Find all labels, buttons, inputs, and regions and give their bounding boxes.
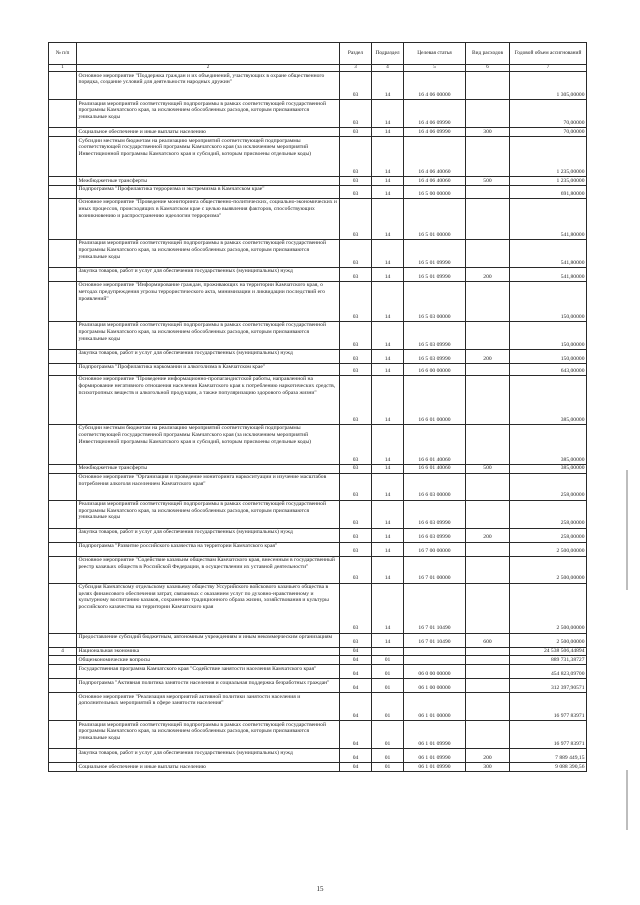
table-row [49,500,587,528]
row-number [49,136,77,176]
row-target-article: 16 6 01 40060 [404,464,466,473]
row-target-article: 16 4 06 09990 [404,100,466,128]
row-target-article: 16 5 03 09990 [404,321,466,349]
row-number [49,185,77,198]
row-expense-type [466,665,510,679]
row-sum: 385,00000 [510,424,587,464]
row-name: Межбюджетные трансферты [77,176,340,185]
row-expense-type: 200 [466,528,510,542]
row-razdel: 03 [340,136,372,176]
row-expense-type [466,136,510,176]
column-number: 5 [404,65,466,72]
row-expense-type [466,424,510,464]
row-number [49,363,77,375]
row-podrazdel: 14 [372,500,404,528]
column-number: 7 [510,65,587,72]
row-name: Национальная экономика [77,647,340,656]
row-sum: 258,00000 [510,528,587,542]
row-expense-type: 300 [466,128,510,137]
row-expense-type [466,583,510,633]
row-expense-type [466,542,510,556]
row-number [49,721,77,749]
row-name: Субсидии местным бюджетам на реализацию мероприятий соответствующей подпрограммы соответствующей государственной программы Камчатского края (за исключением мероприятий Инвестиционной программы Камчатского края и субсидий, которым присвоены отдельные коды) [77,136,340,176]
row-razdel: 04 [340,763,372,772]
row-sum: 454 823,09700 [510,665,587,679]
row-number [49,473,77,500]
row-razdel: 03 [340,500,372,528]
row-target-article: 16 6 03 09990 [404,528,466,542]
row-number [49,542,77,556]
row-expense-type [466,647,510,656]
row-target-article: 16 5 03 09990 [404,349,466,363]
row-razdel: 04 [340,647,372,656]
row-name: Подпрограмма "Профилактика наркомании и алкоголизма в Камчатском крае" [77,363,340,375]
row-target-article: 16 6 00 00000 [404,363,466,375]
row-sum: 16 977 83971 [510,721,587,749]
row-sum: 1 305,00000 [510,72,587,100]
row-razdel: 03 [340,72,372,100]
row-expense-type [466,693,510,721]
row-expense-type [466,679,510,693]
row-number [49,100,77,128]
row-name: Закупка товаров, работ и услуг для обеспечения государственных (муниципальных) нужд [77,349,340,363]
table-row [49,281,587,321]
header-target: Целевая статья [404,43,466,65]
row-expense-type [466,72,510,100]
row-target-article: 06 1 01 09990 [404,763,466,772]
table-row [49,556,587,583]
column-number: 6 [466,65,510,72]
row-number [49,72,77,100]
row-number [49,424,77,464]
table-header-row [49,43,587,65]
row-name: Реализация мероприятий соответствующей подпрограммы в рамках соответствующей государственной программы Камчатского края, за исключением обособленных расходов, которым присваиваются уникальные коды [77,239,340,267]
header-podrazdel: Подраздел [372,43,404,65]
table-row [49,665,587,679]
row-name: Основное мероприятие "Организация и проведение мониторинга наркоситуации и изучение масштабов потребления алкоголя населением Камчатского края" [77,473,340,500]
row-number [49,128,77,137]
row-number [49,464,77,473]
row-sum: 70,00000 [510,100,587,128]
row-number [49,633,77,647]
row-target-article [404,647,466,656]
header-name [77,43,340,65]
row-razdel: 04 [340,693,372,721]
row-number [49,375,77,424]
row-sum: 150,00000 [510,281,587,321]
row-number [49,679,77,693]
row-razdel: 03 [340,542,372,556]
row-number [49,500,77,528]
table-row [49,464,587,473]
row-expense-type [466,500,510,528]
row-number [49,281,77,321]
row-podrazdel: 01 [372,749,404,763]
row-podrazdel: 14 [372,321,404,349]
row-sum: 2 500,00000 [510,583,587,633]
row-podrazdel: 14 [372,542,404,556]
row-podrazdel: 01 [372,693,404,721]
table-row [49,763,587,772]
row-expense-type [466,375,510,424]
row-podrazdel: 14 [372,176,404,185]
row-sum: 2 500,00000 [510,633,587,647]
row-expense-type: 300 [466,763,510,772]
row-podrazdel: 01 [372,721,404,749]
header-vid: Вид расходов [466,43,510,65]
row-name: Основное мероприятие "Содействие казачьим обществам Камчатского края, внесенным в государственный реестр казачьих обществ в Российской Федерации, в осуществлении их уставной деятельности" [77,556,340,583]
row-expense-type [466,281,510,321]
row-sum: 24 538 506,44894 [510,647,587,656]
row-name: Подпрограмма "Активная политика занятости населения и социальная поддержка безработных граждан" [77,679,340,693]
row-target-article: 16 4 06 00000 [404,72,466,100]
row-podrazdel: 01 [372,656,404,665]
table-row [49,647,587,656]
row-target-article: 16 7 01 10490 [404,633,466,647]
row-number [49,665,77,679]
budget-table [48,42,587,772]
row-razdel: 03 [340,583,372,633]
row-podrazdel: 14 [372,281,404,321]
row-razdel: 04 [340,665,372,679]
row-number [49,176,77,185]
row-sum: 7 889 449,15 [510,749,587,763]
row-target-article: 16 5 01 00000 [404,198,466,239]
table-row [49,633,587,647]
row-target-article: 16 5 00 00000 [404,185,466,198]
row-expense-type [466,363,510,375]
row-target-article: 16 4 06 09990 [404,128,466,137]
row-sum: 312 397,90571 [510,679,587,693]
row-sum: 2 500,00000 [510,542,587,556]
row-razdel: 03 [340,375,372,424]
column-number: 3 [340,65,372,72]
table-body [49,72,587,772]
row-razdel: 03 [340,176,372,185]
row-razdel: 03 [340,128,372,137]
row-razdel: 03 [340,239,372,267]
row-number [49,749,77,763]
row-name: Реализация мероприятий соответствующей подпрограммы в рамках соответствующей государственной программы Камчатского края, за исключением обособленных расходов, которым присваиваются уникальные коды [77,321,340,349]
row-sum: 1 235,00000 [510,176,587,185]
row-target-article: 06 1 01 09990 [404,749,466,763]
row-expense-type: 500 [466,176,510,185]
row-razdel: 04 [340,749,372,763]
row-sum: 1 235,00000 [510,136,587,176]
column-number: 1 [49,65,77,72]
row-target-article: 06 1 00 00000 [404,679,466,693]
row-razdel: 03 [340,556,372,583]
row-sum: 16 977 83971 [510,693,587,721]
table-row [49,100,587,128]
row-target-article: 16 4 06 40060 [404,136,466,176]
row-expense-type [466,100,510,128]
row-number [49,556,77,583]
header-num: № п/п [49,43,77,65]
table-row [49,349,587,363]
row-name: Реализация мероприятий соответствующей подпрограммы в рамках соответствующей государственной программы Камчатского края, за исключением обособленных расходов, которым присваиваются уникальные коды [77,721,340,749]
row-target-article: 06 1 01 09990 [404,721,466,749]
row-podrazdel: 01 [372,665,404,679]
row-target-article: 16 7 01 00000 [404,556,466,583]
row-podrazdel: 14 [372,464,404,473]
row-target-article: 16 4 06 40060 [404,176,466,185]
row-podrazdel: 14 [372,375,404,424]
row-sum: 2 500,00000 [510,556,587,583]
row-podrazdel: 14 [372,72,404,100]
row-name: Основное мероприятие "Информирование граждан, проживающих на территории Камчатского края, о методах предупреждения угрозы террористического акта, минимизации и ликвидации последствий его проявлений" [77,281,340,321]
row-name: Государственная программа Камчатского края "Содействие занятости населения Камчатского края" [77,665,340,679]
row-name: Основное мероприятие "Поддержка граждан и их объединений, участвующих в охране общественного порядка, создание условий для деятельности народных дружин" [77,72,340,100]
table-row [49,693,587,721]
header-sum: Годовой объем ассигнований [510,43,587,65]
scan-margin-mark [626,470,628,590]
row-target-article: 16 6 03 09990 [404,500,466,528]
row-number: 4 [49,647,77,656]
table-row [49,424,587,464]
row-target-article [404,656,466,665]
row-razdel: 04 [340,721,372,749]
row-number [49,693,77,721]
row-expense-type: 200 [466,349,510,363]
column-number: 4 [372,65,404,72]
row-number [49,198,77,239]
row-expense-type: 200 [466,749,510,763]
table-row [49,321,587,349]
row-expense-type [466,239,510,267]
row-name: Социальное обеспечение и иные выплаты населению [77,128,340,137]
row-expense-type [466,185,510,198]
row-expense-type [466,321,510,349]
row-expense-type: 500 [466,464,510,473]
table-row [49,176,587,185]
row-name: Основное мероприятие "Проведение информационно-пропагандистской работы, направленной на формирование негативного отношения населения Камчатского края к потреблению наркотических средств, психотропных веществ и алкогольной продукции, а также популяризацию здорового образа жизни" [77,375,340,424]
row-name: Основное мероприятие "Реализация мероприятий активной политики занятости населения и дополнительных мероприятий в сфере занятости населения" [77,693,340,721]
row-name: Субсидии местным бюджетам на реализацию мероприятий соответствующей подпрограммы соответствующей государственной программы Камчатского края (за исключением мероприятий Инвестиционной программы Камчатского края и субсидий, которым присвоены отдельные коды) [77,424,340,464]
row-name: Реализация мероприятий соответствующей подпрограммы в рамках соответствующей государственной программы Камчатского края, за исключением обособленных расходов, которым присваиваются уникальные коды [77,500,340,528]
row-name: Закупка товаров, работ и услуг для обеспечения государственных (муниципальных) нужд [77,528,340,542]
row-name: Подпрограмма "Профилактика терроризма и экстремизма в Камчатском крае" [77,185,340,198]
row-razdel: 04 [340,656,372,665]
table-row [49,72,587,100]
row-sum: 9 088 390,56 [510,763,587,772]
row-number [49,583,77,633]
row-podrazdel: 14 [372,349,404,363]
row-podrazdel: 14 [372,185,404,198]
row-razdel: 03 [340,321,372,349]
row-sum: 70,00000 [510,128,587,137]
row-podrazdel: 01 [372,763,404,772]
row-name: Субсидия Камчатскому отдельскому казачьему обществу Уссурийского войскового казачьего общества в целях финансового обеспечения затрат, связанных с оказанием услуг по духовно-нравственному и культурному воспитанию казаков, сохранению традиционного образа жизни, хозяйствования и культуры российского казачества на территории Камчатского края [77,583,340,633]
table-row [49,198,587,239]
row-podrazdel: 14 [372,473,404,500]
row-number [49,528,77,542]
table-row [49,136,587,176]
row-podrazdel: 14 [372,633,404,647]
row-sum: 385,00000 [510,375,587,424]
table-row [49,239,587,267]
page-number: 15 [316,885,324,893]
row-expense-type: 200 [466,267,510,281]
row-razdel: 03 [340,349,372,363]
table-row [49,749,587,763]
row-expense-type: 600 [466,633,510,647]
table-row [49,375,587,424]
row-target-article: 16 6 01 40060 [404,424,466,464]
table-row [49,267,587,281]
header-razdel: Раздел [340,43,372,65]
row-sum: 541,80000 [510,267,587,281]
row-razdel: 03 [340,267,372,281]
row-name: Межбюджетные трансферты [77,464,340,473]
row-podrazdel: 14 [372,556,404,583]
row-sum: 258,00000 [510,500,587,528]
row-razdel: 03 [340,633,372,647]
table-row [49,528,587,542]
row-name: Основное мероприятие "Проведение мониторинга общественно-политических, социально-экономических и иных процессов, происходящих в Камчатском крае с целью выявления факторов, способствующих возникновению и распространению идеологии терроризма" [77,198,340,239]
row-sum: 541,80000 [510,239,587,267]
row-razdel: 03 [340,473,372,500]
row-sum: 150,00000 [510,321,587,349]
row-podrazdel: 01 [372,679,404,693]
row-razdel: 03 [340,464,372,473]
row-podrazdel: 14 [372,100,404,128]
table-row [49,363,587,375]
row-name: Социальное обеспечение и иные выплаты населению [77,763,340,772]
row-sum: 691,80000 [510,185,587,198]
row-target-article: 16 5 01 09990 [404,267,466,281]
row-number [49,321,77,349]
row-number [49,763,77,772]
row-target-article: 16 6 03 00000 [404,473,466,500]
row-target-article: 06 1 01 00000 [404,693,466,721]
row-name: Подпрограмма "Развитие российского казачества на территории Камчатского края" [77,542,340,556]
row-podrazdel: 14 [372,583,404,633]
row-razdel: 03 [340,281,372,321]
row-razdel: 03 [340,100,372,128]
row-name: Закупка товаров, работ и услуг для обеспечения государственных (муниципальных) нужд [77,267,340,281]
row-sum: 643,00000 [510,363,587,375]
table-row [49,721,587,749]
row-name: Реализация мероприятий соответствующей подпрограммы в рамках соответствующей государственной программы Камчатского края, за исключением обособленных расходов, которым присваиваются уникальные коды [77,100,340,128]
row-name: Закупка товаров, работ и услуг для обеспечения государственных (муниципальных) нужд [77,749,340,763]
column-number: 2 [77,65,340,72]
table-row [49,185,587,198]
row-target-article: 16 5 01 09990 [404,239,466,267]
row-expense-type [466,721,510,749]
table-row [49,473,587,500]
row-razdel: 03 [340,185,372,198]
row-expense-type [466,656,510,665]
row-target-article: 06 0 00 00000 [404,665,466,679]
table-row [49,656,587,665]
row-razdel: 03 [340,198,372,239]
row-expense-type [466,556,510,583]
scan-margin-mark [626,770,628,830]
row-expense-type [466,473,510,500]
table-row [49,679,587,693]
row-sum: 258,00000 [510,473,587,500]
row-razdel: 03 [340,363,372,375]
row-razdel: 04 [340,679,372,693]
column-number-row [49,65,587,72]
row-podrazdel: 14 [372,198,404,239]
row-podrazdel: 14 [372,128,404,137]
row-razdel: 03 [340,424,372,464]
row-number [49,267,77,281]
row-podrazdel: 14 [372,363,404,375]
row-target-article: 16 7 01 10490 [404,583,466,633]
row-razdel: 03 [340,528,372,542]
table-row [49,128,587,137]
row-podrazdel: 14 [372,424,404,464]
row-sum: 150,00000 [510,349,587,363]
row-podrazdel: 14 [372,136,404,176]
row-podrazdel: 14 [372,267,404,281]
row-target-article: 16 5 03 00000 [404,281,466,321]
row-sum: 889 731,38727 [510,656,587,665]
row-sum: 541,80000 [510,198,587,239]
row-podrazdel: 14 [372,528,404,542]
row-number [49,349,77,363]
row-name: Общеэкономические вопросы [77,656,340,665]
table-row [49,542,587,556]
row-sum: 385,00000 [510,464,587,473]
row-target-article: 16 6 01 00000 [404,375,466,424]
row-name: Предоставление субсидий бюджетным, автономным учреждениям и иным некоммерческим организациям [77,633,340,647]
row-number [49,239,77,267]
row-expense-type [466,198,510,239]
table-row [49,583,587,633]
row-target-article: 16 7 00 00000 [404,542,466,556]
row-podrazdel [372,647,404,656]
row-number [49,656,77,665]
row-podrazdel: 14 [372,239,404,267]
